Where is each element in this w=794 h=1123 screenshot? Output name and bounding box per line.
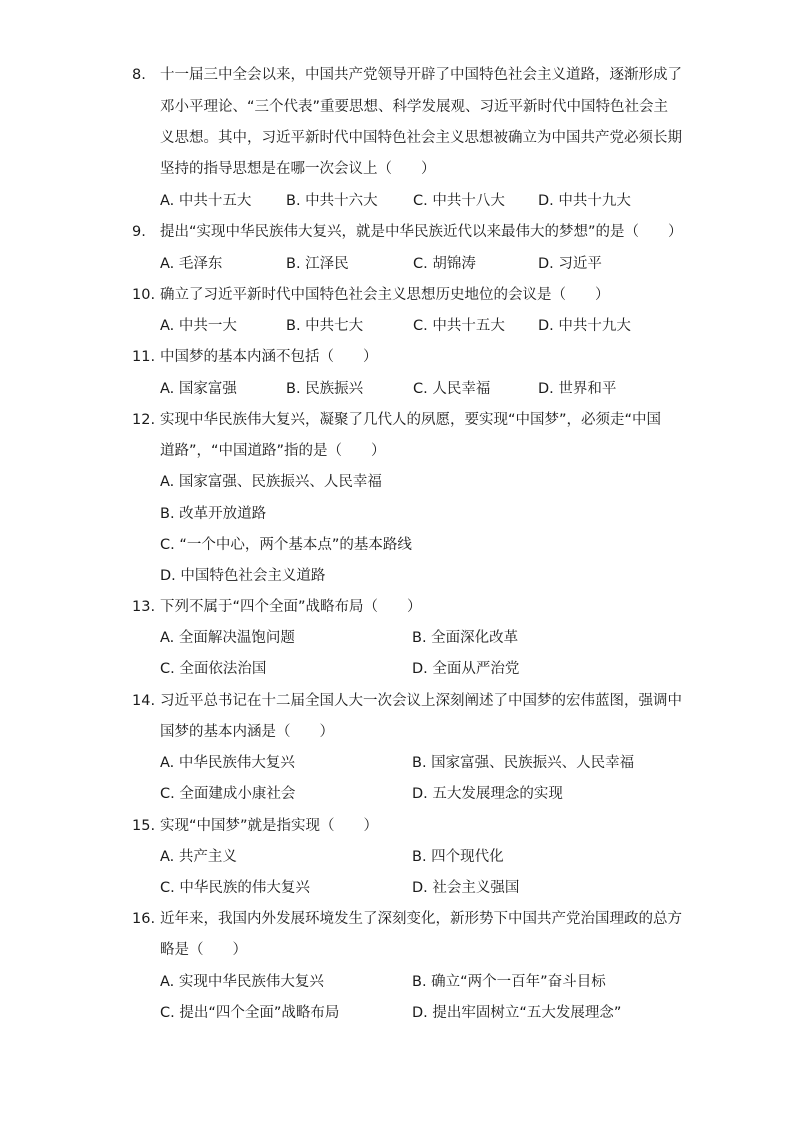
option-c: C. 全面建成小康社会: [160, 786, 296, 802]
question-text-line: 确立了习近平新时代中国特色社会主义思想历史地位的会议是（ ）: [160, 287, 610, 303]
option-b: B. 江泽民: [286, 256, 349, 272]
option-d: D. 提出牢固树立“五大发展理念”: [412, 1005, 622, 1021]
question-text-line: 国梦的基本内涵是（ ）: [160, 724, 334, 740]
options-row: [160, 847, 680, 867]
option-d: D. 中国特色社会主义道路: [160, 568, 326, 584]
option-a: A. 毛泽东: [160, 256, 223, 272]
option-c: C. 提出“四个全面”战略布局: [160, 1005, 340, 1021]
question-text-line: 实现“中国梦”就是指实现（ ）: [160, 818, 379, 834]
option-a: A. 中华民族伟大复兴: [160, 755, 295, 771]
question-text-line: 十一届三中全会以来，中国共产党领导开辟了中国特色社会主义道路，逐渐形成了: [160, 67, 682, 83]
option-b: B. 改革开放道路: [160, 506, 267, 522]
option-b: B. 确立“两个一百年”奋斗目标: [412, 974, 606, 990]
option-a: A. 中共一大: [160, 318, 237, 334]
option-b: B. 全面深化改革: [412, 630, 519, 646]
option-c: C. 中共十八大: [413, 193, 505, 209]
options-row: [160, 379, 680, 399]
option-d: D. 习近平: [538, 256, 602, 272]
option-d: D. 中共十九大: [538, 193, 631, 209]
question-number: 8.: [132, 67, 146, 83]
option-b: B. 中共十六大: [286, 193, 378, 209]
question-text-line: 坚持的指导思想是在哪一次会议上（ ）: [160, 161, 436, 177]
options-row: [160, 628, 680, 648]
option-b: B. 四个现代化: [412, 849, 504, 865]
question-number: 11.: [132, 349, 156, 365]
question-text-line: 提出“实现中华民族伟大复兴，就是中华民族近代以来最伟大的梦想”的是（ ）: [160, 224, 683, 240]
options-row: [160, 1003, 680, 1023]
question-text-line: 中国梦的基本内涵不包括（ ）: [160, 349, 378, 365]
option-b: B. 中共七大: [286, 318, 364, 334]
question-text-line: 习近平总书记在十二届全国人大一次会议上深刻阐述了中国梦的宏伟蓝图，强调中: [160, 693, 682, 709]
question-text-line: 略是（ ）: [160, 942, 247, 958]
options-row: [160, 191, 680, 211]
option-b: B. 国家富强、民族振兴、人民幸福: [412, 755, 635, 771]
option-a: A. 国家富强: [160, 381, 237, 397]
question-text-line: 道路”，“中国道路”指的是（ ）: [160, 443, 386, 459]
option-a: A. 共产主义: [160, 849, 237, 865]
question-text-line: 实现中华民族伟大复兴，凝聚了几代人的夙愿，要实现“中国梦”，必须走“中国: [160, 412, 662, 428]
options-row: [160, 972, 680, 992]
option-a: A. 实现中华民族伟大复兴: [160, 974, 324, 990]
options-row: [160, 878, 680, 898]
options-row: [160, 753, 680, 773]
question-text-line: 下列不属于“四个全面”战略布局（ ）: [160, 599, 422, 615]
option-d: D. 全面从严治党: [412, 661, 520, 677]
question-text-line: 邓小平理论、“三个代表”重要思想、科学发展观、习近平新时代中国特色社会主: [160, 99, 669, 115]
question-number: 12.: [132, 412, 156, 428]
option-b: B. 民族振兴: [286, 381, 364, 397]
option-d: D. 五大发展理念的实现: [412, 786, 563, 802]
options-row: [160, 254, 680, 274]
question-number: 10.: [132, 287, 156, 303]
option-c: C. 中华民族的伟大复兴: [160, 880, 310, 896]
option-a: A. 全面解决温饱问题: [160, 630, 295, 646]
question-number: 9.: [132, 224, 146, 240]
option-a: A. 国家富强、民族振兴、人民幸福: [160, 474, 382, 490]
option-c: C. “一个中心，两个基本点”的基本路线: [160, 537, 412, 553]
option-a: A. 中共十五大: [160, 193, 252, 209]
option-c: C. 全面依法治国: [160, 661, 267, 677]
question-number: 15.: [132, 818, 156, 834]
options-row: [160, 659, 680, 679]
option-d: D. 中共十九大: [538, 318, 631, 334]
question-text-line: 义思想。其中，习近平新时代中国特色社会主义思想被确立为中国共产党必须长期: [160, 130, 682, 146]
options-row: [160, 784, 680, 804]
option-d: D. 世界和平: [538, 381, 617, 397]
option-c: C. 中共十五大: [413, 318, 505, 334]
question-number: 13.: [132, 599, 156, 615]
option-d: D. 社会主义强国: [412, 880, 520, 896]
question-number: 16.: [132, 911, 156, 927]
options-row: [160, 316, 680, 336]
question-number: 14.: [132, 693, 156, 709]
question-text-line: 近年来，我国内外发展环境发生了深刻变化，新形势下中国共产党治国理政的总方: [160, 911, 682, 927]
option-c: C. 胡锦涛: [413, 256, 476, 272]
option-c: C. 人民幸福: [413, 381, 491, 397]
